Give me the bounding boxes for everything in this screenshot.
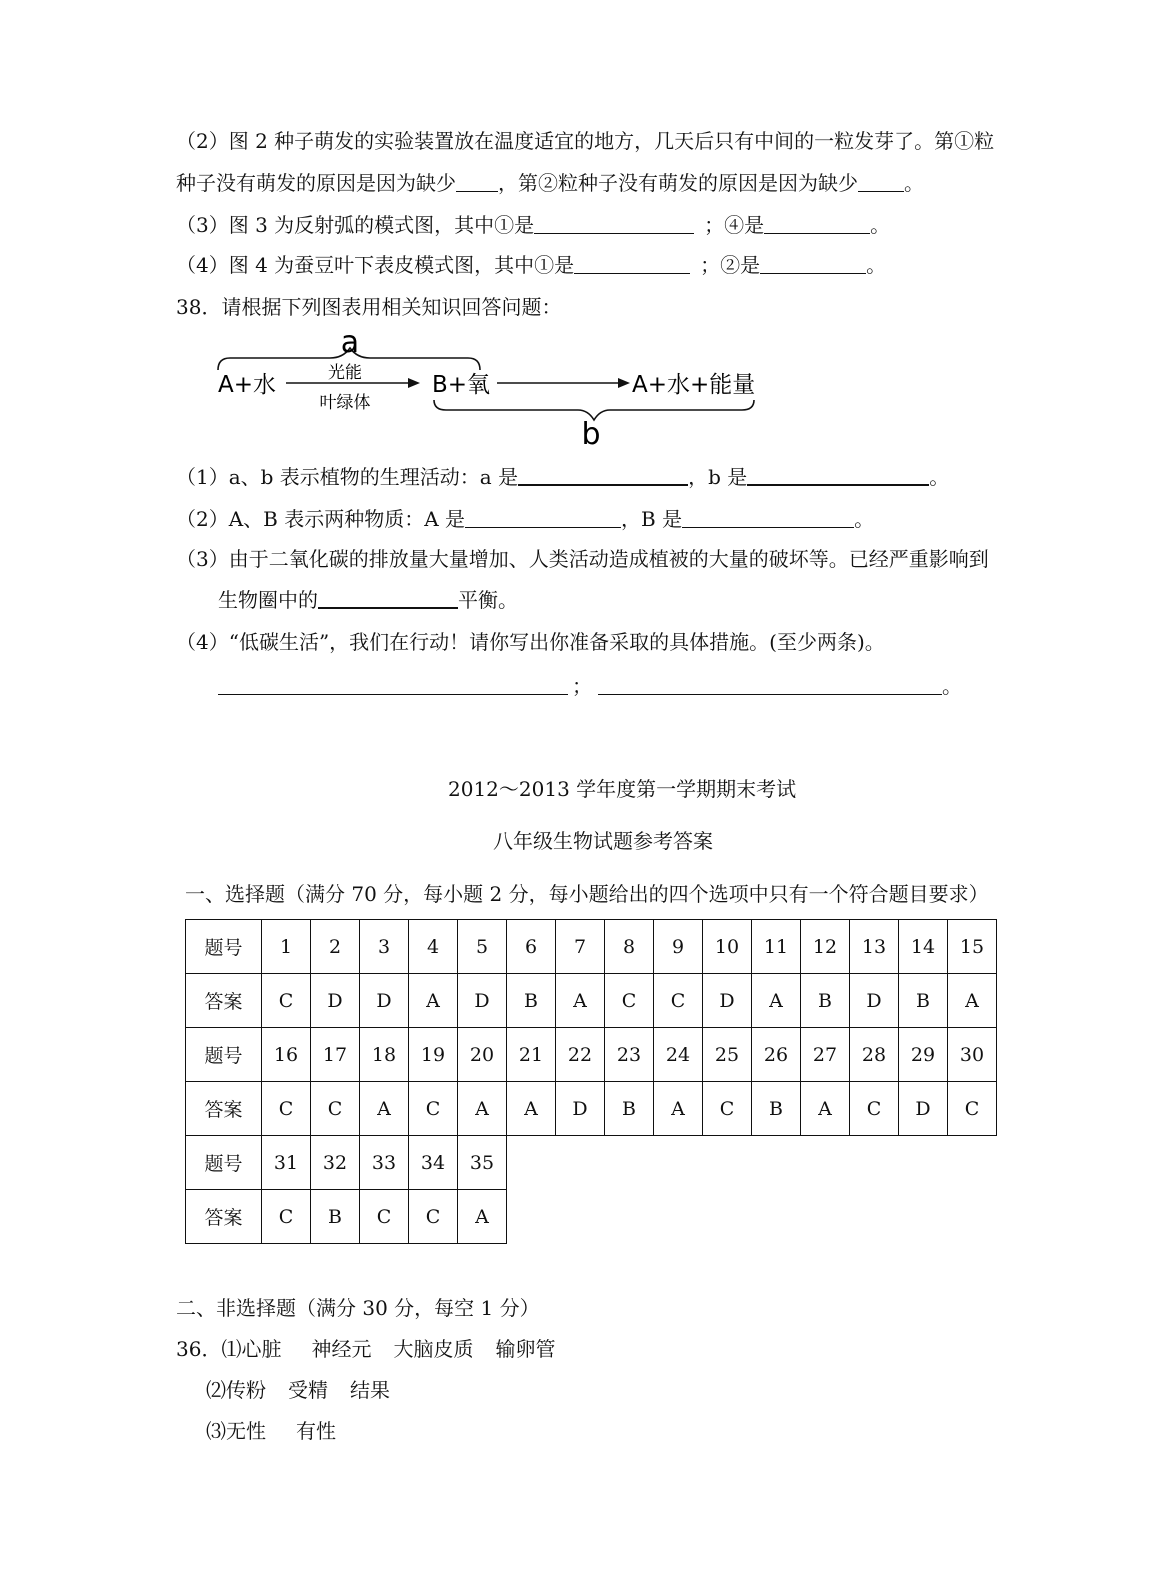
reactant-left: A+水 (218, 372, 277, 398)
section1-heading: 一、选择题（满分 70 分，每小题 2 分，每小题给出的四个选项中只有一个符合题目要求） (185, 882, 989, 906)
q37-part2-line2 (176, 169, 924, 197)
table-cell: A (752, 974, 801, 1028)
empty-cell (752, 1136, 801, 1190)
table-cell: 5 (458, 920, 507, 974)
table-cell: 14 (899, 920, 948, 974)
empty-cell (654, 1190, 703, 1244)
table-cell: D (899, 1082, 948, 1136)
table-cell: 31 (262, 1136, 311, 1190)
table-cell: C (605, 974, 654, 1028)
table-cell: D (850, 974, 899, 1028)
answer-36-line3 (206, 1417, 336, 1445)
q38-part3-line2 (218, 586, 518, 614)
empty-cell (556, 1190, 605, 1244)
empty-cell (801, 1190, 850, 1244)
q38-part2-text-b: ，B 是 (621, 507, 683, 531)
product-middle: B+氧 (432, 372, 491, 398)
row-label: 答案 (186, 1190, 262, 1244)
table-cell: 29 (899, 1028, 948, 1082)
table-cell: A (458, 1190, 507, 1244)
table-cell: C (262, 974, 311, 1028)
table-cell: C (850, 1082, 899, 1136)
q38-intro: 38．请根据下列图表用相关知识回答问题： (176, 295, 562, 319)
row-label: 题号 (186, 1028, 262, 1082)
q38-part4-separator: ； (572, 674, 592, 698)
answer-blank[interactable] (764, 213, 870, 234)
table-cell: 23 (605, 1028, 654, 1082)
empty-cell (899, 1190, 948, 1244)
q37-part3-text-b: ；④是 (704, 213, 765, 237)
answer-blank[interactable] (534, 213, 694, 234)
table-cell: A (654, 1082, 703, 1136)
answer-blank[interactable] (518, 464, 688, 486)
label-a: a (340, 325, 360, 360)
product-right: A+水+能量 (632, 372, 756, 398)
empty-cell (703, 1190, 752, 1244)
table-cell: 33 (360, 1136, 409, 1190)
answer-36-item: 结果 (350, 1378, 390, 1402)
table-cell: D (311, 974, 360, 1028)
answer-subtitle: 八年级生物试题参考答案 (493, 829, 713, 853)
table-cell: 26 (752, 1028, 801, 1082)
table-cell: A (801, 1082, 850, 1136)
answer-36-item: ⑶无性 (206, 1419, 266, 1443)
table-cell: B (507, 974, 556, 1028)
q37-part4-text-b: ；②是 (700, 253, 761, 277)
answer-36-item: 神经元 (311, 1337, 372, 1361)
table-cell: D (703, 974, 752, 1028)
table-cell: 28 (850, 1028, 899, 1082)
table-cell: 13 (850, 920, 899, 974)
table-cell: 30 (948, 1028, 997, 1082)
empty-cell (605, 1190, 654, 1244)
table-cell: 21 (507, 1028, 556, 1082)
section2-heading: 二、非选择题（满分 30 分，每空 1 分） (176, 1296, 540, 1320)
table-cell: B (752, 1082, 801, 1136)
q38-part4: （4）“低碳生活”，我们在行动！请你写出你准备采取的具体措施。(至少两条)。 (176, 630, 885, 654)
answer-36-prefix: 36．⑴心脏 (176, 1337, 282, 1361)
answer-36-line1 (176, 1335, 555, 1363)
empty-cell (507, 1190, 556, 1244)
table-row (186, 974, 997, 1028)
empty-cell (605, 1136, 654, 1190)
answer-table (185, 919, 997, 1244)
table-cell: C (409, 1190, 458, 1244)
table-cell: 7 (556, 920, 605, 974)
answer-blank[interactable] (465, 507, 621, 528)
condition-light: 光能 (328, 363, 362, 383)
answer-blank[interactable] (747, 464, 929, 486)
q38-part1-text-a: （1）a、b 表示植物的生理活动：a 是 (176, 465, 519, 489)
q38-part3-text-a: 生物圈中的 (218, 588, 318, 612)
table-cell: 2 (311, 920, 360, 974)
table-cell: C (262, 1190, 311, 1244)
table-cell: 27 (801, 1028, 850, 1082)
row-label: 题号 (186, 920, 262, 974)
answer-36-item: 输卵管 (495, 1337, 556, 1361)
table-cell: B (801, 974, 850, 1028)
empty-cell (507, 1136, 556, 1190)
answer-blank[interactable] (858, 171, 904, 192)
table-cell: C (360, 1190, 409, 1244)
q37-part3 (176, 211, 890, 239)
table-cell: C (409, 1082, 458, 1136)
q38-part1-text-c: 。 (929, 465, 950, 489)
table-row (186, 1082, 997, 1136)
answer-36-line2 (206, 1376, 390, 1404)
table-row (186, 1136, 997, 1190)
q38-part2 (176, 505, 874, 533)
table-cell: 10 (703, 920, 752, 974)
arrow-2-head (618, 378, 630, 388)
empty-cell (948, 1190, 997, 1244)
answer-blank[interactable] (456, 171, 498, 192)
q38-part2-text-a: （2）A、B 表示两种物质：A 是 (176, 507, 466, 531)
table-cell: 15 (948, 920, 997, 974)
q38-part2-text-c: 。 (854, 507, 875, 531)
table-cell: B (605, 1082, 654, 1136)
table-cell: 9 (654, 920, 703, 974)
empty-cell (899, 1136, 948, 1190)
empty-cell (654, 1136, 703, 1190)
table-cell: C (654, 974, 703, 1028)
table-cell: 17 (311, 1028, 360, 1082)
q38-part1 (176, 463, 949, 491)
q37-part4-text-c: 。 (866, 253, 887, 277)
table-cell: C (948, 1082, 997, 1136)
q38-part3-line1: （3）由于二氧化碳的排放量大量增加、人类活动造成植被的大量的破坏等。已经严重影响到 (176, 547, 989, 571)
answer-blank[interactable] (574, 253, 690, 274)
table-cell: C (311, 1082, 360, 1136)
table-cell: D (360, 974, 409, 1028)
table-cell: A (458, 1082, 507, 1136)
q38-part4-end: 。 (942, 674, 962, 698)
row-label: 答案 (186, 974, 262, 1028)
table-cell: 18 (360, 1028, 409, 1082)
table-cell: 35 (458, 1136, 507, 1190)
table-cell: 34 (409, 1136, 458, 1190)
q37-part4 (176, 251, 886, 279)
table-cell: A (556, 974, 605, 1028)
q38-part4-blanks (218, 672, 962, 700)
q38-part1-text-b: ，b 是 (688, 465, 748, 489)
table-row (186, 1190, 997, 1244)
empty-cell (752, 1190, 801, 1244)
answer-36-item: ⑵传粉 (206, 1378, 266, 1402)
table-cell: 24 (654, 1028, 703, 1082)
table-cell: 20 (458, 1028, 507, 1082)
empty-cell (850, 1136, 899, 1190)
q37-part2-text-a: 种子没有萌发的原因是因为缺少 (176, 171, 456, 195)
answer-blank[interactable] (598, 674, 942, 695)
answer-blank[interactable] (682, 507, 854, 528)
answer-blank[interactable] (318, 587, 458, 609)
table-cell: 19 (409, 1028, 458, 1082)
answer-title: 2012～2013 学年度第一学期期末考试 (448, 777, 797, 801)
label-b: b (581, 417, 601, 452)
empty-cell (556, 1136, 605, 1190)
table-cell: 22 (556, 1028, 605, 1082)
table-cell: 16 (262, 1028, 311, 1082)
table-cell: B (899, 974, 948, 1028)
table-cell: 25 (703, 1028, 752, 1082)
table-cell: 6 (507, 920, 556, 974)
table-cell: D (556, 1082, 605, 1136)
q38-part3-text-b: 平衡。 (458, 588, 518, 612)
q37-part3-text-a: （3）图 3 为反射弧的模式图，其中①是 (176, 213, 535, 237)
q37-part2-text-c: 。 (904, 171, 924, 195)
q37-part2-text-b: ，第②粒种子没有萌发的原因是因为缺少 (498, 171, 858, 195)
table-cell: 3 (360, 920, 409, 974)
table-row (186, 1028, 997, 1082)
q37-part2-line1: （2）图 2 种子萌发的实验装置放在温度适宜的地方，几天后只有中间的一粒发芽了。第①粒 (176, 129, 995, 153)
table-cell: A (360, 1082, 409, 1136)
table-cell: C (262, 1082, 311, 1136)
empty-cell (850, 1190, 899, 1244)
answer-36-item: 受精 (288, 1378, 328, 1402)
diagram-svg (210, 322, 770, 452)
table-cell: 8 (605, 920, 654, 974)
row-label: 题号 (186, 1136, 262, 1190)
answer-blank[interactable] (218, 674, 568, 695)
q37-part4-text-a: （4）图 4 为蚕豆叶下表皮模式图，其中①是 (176, 253, 575, 277)
answer-blank[interactable] (760, 253, 866, 274)
table-cell: A (948, 974, 997, 1028)
empty-cell (801, 1136, 850, 1190)
q37-part3-text-c: 。 (870, 213, 891, 237)
table-cell: A (507, 1082, 556, 1136)
photosynthesis-respiration-diagram (210, 322, 770, 452)
table-row (186, 920, 997, 974)
condition-chloroplast: 叶绿体 (319, 393, 371, 413)
table-cell: 1 (262, 920, 311, 974)
table-cell: A (409, 974, 458, 1028)
table-cell: 12 (801, 920, 850, 974)
table-cell: D (458, 974, 507, 1028)
table-cell: B (311, 1190, 360, 1244)
answer-36-item: 大脑皮质 (393, 1337, 474, 1361)
row-label: 答案 (186, 1082, 262, 1136)
table-cell: 4 (409, 920, 458, 974)
empty-cell (703, 1136, 752, 1190)
answer-36-item: 有性 (296, 1419, 336, 1443)
table-cell: 32 (311, 1136, 360, 1190)
table-cell: C (703, 1082, 752, 1136)
arrow-1-head (408, 378, 420, 388)
table-cell: 11 (752, 920, 801, 974)
empty-cell (948, 1136, 997, 1190)
